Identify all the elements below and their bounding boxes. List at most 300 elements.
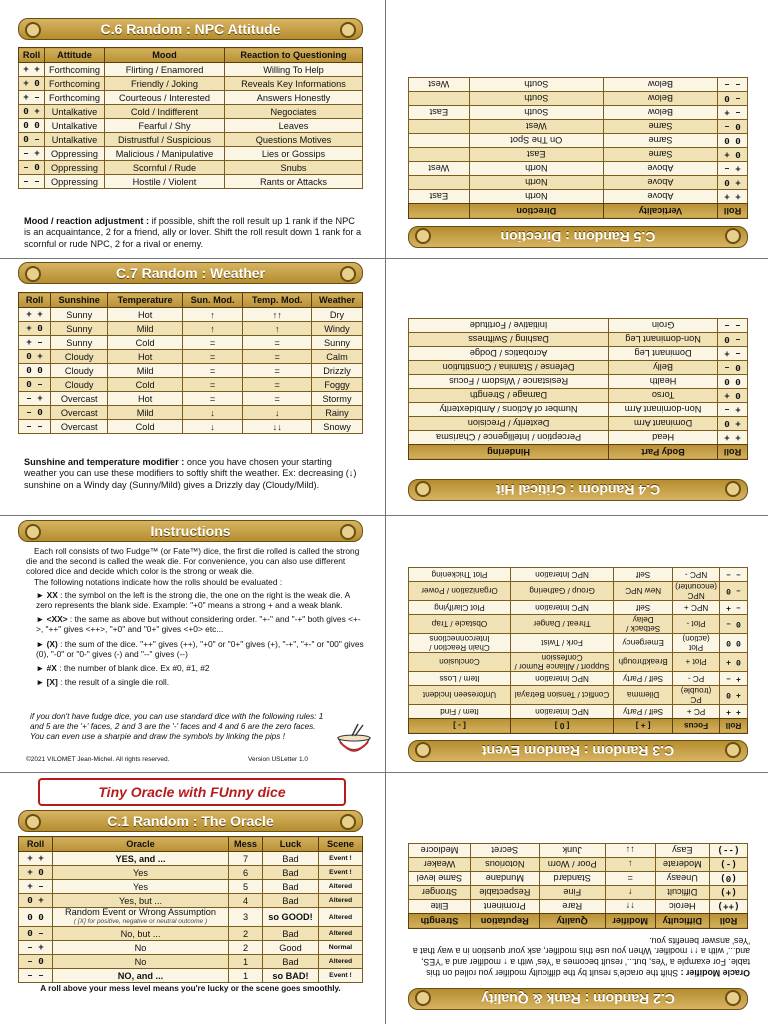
weather-cell: ↑ bbox=[182, 308, 243, 322]
rank-note bbox=[406, 935, 750, 978]
weather-note bbox=[24, 457, 364, 491]
critical-cell: Torso bbox=[609, 389, 718, 403]
direction-cell: Same bbox=[603, 134, 717, 148]
critical-cell: Acrobatics / Dodge bbox=[409, 347, 609, 361]
instruction-key: ► XX bbox=[36, 589, 58, 600]
weather-cell: Mild bbox=[108, 364, 182, 378]
event-cell: Chain Reaction / Interconnections bbox=[409, 634, 511, 653]
npc-cell: 0 0 bbox=[19, 119, 45, 133]
critical-cell: Damage / Strength bbox=[409, 389, 609, 403]
event-cell: Unforeseen Incident bbox=[409, 686, 511, 705]
event-cell: NPC Interation bbox=[510, 601, 613, 615]
table-row bbox=[19, 175, 363, 189]
rank-cell: Notorious bbox=[470, 857, 539, 871]
event-header-2: [ + ] bbox=[614, 719, 673, 734]
weather-cell: Sunny bbox=[51, 336, 108, 350]
event-cell: PC - bbox=[673, 672, 720, 686]
npc-cell: Malicious / Manipulative bbox=[105, 147, 225, 161]
npc-attitude-table bbox=[18, 47, 363, 189]
table-row bbox=[409, 134, 748, 148]
weather-cell: = bbox=[243, 392, 312, 406]
critical-header-1: Body Part bbox=[609, 445, 718, 460]
table-row bbox=[19, 161, 363, 175]
weather-cell: Mild bbox=[108, 406, 182, 420]
event-cell: NPC Interation bbox=[510, 568, 613, 582]
weather-panel bbox=[18, 262, 363, 434]
weather-cell: Snowy bbox=[312, 420, 363, 434]
npc-cell: Oppressing bbox=[45, 161, 105, 175]
weather-cell: ↓ bbox=[243, 406, 312, 420]
direction-cell: Below bbox=[603, 106, 717, 120]
weather-cell: Hot bbox=[108, 350, 182, 364]
rank-cell: Respectable bbox=[470, 885, 539, 899]
divider-6 bbox=[386, 772, 768, 773]
rank-cell: ↑↑ bbox=[605, 899, 655, 913]
oracle-cell: 3 bbox=[229, 908, 263, 927]
direction-cell: Same bbox=[603, 148, 717, 162]
table-row bbox=[19, 880, 363, 894]
npc-cell: Rants or Attacks bbox=[225, 175, 363, 189]
event-cell: – 0 bbox=[720, 582, 748, 601]
oracle-random-sub: ( [X] for positive, negative or neutral outcome ) bbox=[73, 918, 208, 925]
weather-cell: Overcast bbox=[51, 392, 108, 406]
rank-header-3: Quality bbox=[539, 913, 605, 928]
rank-cell: Moderate bbox=[655, 857, 709, 871]
rank-cell: Easy bbox=[655, 843, 709, 857]
table-row bbox=[19, 420, 363, 434]
direction-cell: South bbox=[469, 78, 603, 92]
rank-cell: ↓ bbox=[605, 857, 655, 871]
copyright-text: ©2021 VILOMET Jean-Michel. All rights reserved. bbox=[26, 756, 170, 763]
weather-cell: ↑↑ bbox=[243, 308, 312, 322]
direction-cell: East bbox=[409, 190, 470, 204]
event-cell: Group / Gathering bbox=[510, 582, 613, 601]
table-row bbox=[19, 336, 363, 350]
rank-cell: Poor / Worn bbox=[539, 857, 605, 871]
table-row bbox=[19, 969, 363, 983]
direction-cell: East bbox=[409, 106, 470, 120]
table-row bbox=[409, 361, 748, 375]
table-row bbox=[19, 308, 363, 322]
critical-cell: Dashing / Swiftness bbox=[409, 333, 609, 347]
oracle-cell: Event ! bbox=[319, 866, 363, 880]
weather-table bbox=[18, 292, 363, 434]
oracle-cell: 5 bbox=[229, 880, 263, 894]
oracle-cell: Bad bbox=[263, 866, 319, 880]
direction-header-0: Roll bbox=[718, 204, 748, 219]
table-row bbox=[19, 91, 363, 105]
table-row bbox=[409, 375, 748, 389]
event-cell: Setback / Delay bbox=[614, 615, 673, 634]
oracle-cell: Altered bbox=[319, 908, 363, 927]
weather-cell: Dry bbox=[312, 308, 363, 322]
npc-cell: Courteous / Interested bbox=[105, 91, 225, 105]
critical-cell: Defense / Stamina / Constitution bbox=[409, 361, 609, 375]
instruction-key: ► #X bbox=[36, 663, 57, 674]
event-cell: Fork / Twist bbox=[510, 634, 613, 653]
oracle-cell: – + bbox=[19, 941, 53, 955]
rank-header-2: Modifier bbox=[605, 913, 655, 928]
oracle-cell: Altered bbox=[319, 955, 363, 969]
critical-title: C.4 Random : Critical Hit bbox=[408, 479, 748, 501]
critical-cell: Dominant Leg bbox=[609, 347, 718, 361]
instruction-text: : the result of a single die roll. bbox=[57, 677, 170, 688]
table-row bbox=[409, 417, 748, 431]
direction-cell bbox=[409, 92, 470, 106]
critical-cell: Initiative / Fortitude bbox=[409, 319, 609, 333]
weather-cell: 0 – bbox=[19, 378, 51, 392]
oracle-cell: Yes, but ... bbox=[53, 894, 229, 908]
npc-cell: + – bbox=[19, 91, 45, 105]
logo bbox=[38, 778, 346, 806]
event-cell: Plot Clarifying bbox=[409, 601, 511, 615]
critical-cell: Groin bbox=[609, 319, 718, 333]
direction-cell: + + bbox=[718, 190, 748, 204]
weather-cell: Rainy bbox=[312, 406, 363, 420]
rank-note-text: Shift the oracle's result by the difficulty modifier you rolled on this table. For example a 'Yes, but...' result becomes a 'Yes' with a ↑ modifier and a 'YES, and...' with a ↑↑ modifier. When you use this modifier, ask your question in a way that a 'Yes' answer benefits you. bbox=[412, 935, 750, 978]
event-cell: Emergency bbox=[614, 634, 673, 653]
table-row bbox=[409, 653, 748, 672]
event-cell: NPC Interation bbox=[510, 672, 613, 686]
weather-cell: 0 0 bbox=[19, 364, 51, 378]
table-row bbox=[409, 162, 748, 176]
weather-cell: = bbox=[182, 378, 243, 392]
npc-cell: Willing To Help bbox=[225, 63, 363, 77]
weather-cell: Cloudy bbox=[51, 378, 108, 392]
oracle-panel bbox=[18, 810, 363, 993]
rank-cell: Prominent bbox=[470, 899, 539, 913]
oracle-cell: Bad bbox=[263, 852, 319, 866]
table-row bbox=[409, 672, 748, 686]
oracle-cell: Bad bbox=[263, 880, 319, 894]
instruction-item bbox=[36, 639, 366, 659]
table-row bbox=[19, 378, 363, 392]
rank-table bbox=[408, 843, 748, 929]
direction-cell: Same bbox=[603, 120, 717, 134]
rank-cell: (+) bbox=[710, 885, 748, 899]
npc-cell: Forthcoming bbox=[45, 63, 105, 77]
event-cell: Threat / Danger bbox=[510, 615, 613, 634]
oracle-cell: 2 bbox=[229, 941, 263, 955]
npc-cell: Distrustful / Suspicious bbox=[105, 133, 225, 147]
weather-cell: Mild bbox=[108, 322, 182, 336]
direction-cell bbox=[409, 120, 470, 134]
direction-cell: West bbox=[409, 78, 470, 92]
rank-cell: Standard bbox=[539, 871, 605, 885]
oracle-cell: + – bbox=[19, 880, 53, 894]
event-table bbox=[408, 567, 748, 734]
weather-cell: Sunny bbox=[312, 336, 363, 350]
oracle-cell: Random Event or Wrong Assumption ( [X] for positive, negative or neutral outcome ) bbox=[53, 908, 229, 927]
critical-table bbox=[408, 318, 748, 460]
weather-cell: ↑ bbox=[243, 322, 312, 336]
event-cell: Organization / Power bbox=[409, 582, 511, 601]
direction-cell bbox=[409, 148, 470, 162]
rank-cell: ↑ bbox=[605, 885, 655, 899]
critical-cell: + 0 bbox=[718, 417, 748, 431]
rank-note-bold: Oracle Modifier : bbox=[680, 968, 750, 978]
weather-cell: – – bbox=[19, 420, 51, 434]
direction-cell: 0 – bbox=[718, 120, 748, 134]
direction-cell: South bbox=[469, 106, 603, 120]
table-row bbox=[409, 176, 748, 190]
table-row bbox=[409, 389, 748, 403]
direction-cell: On The Spot bbox=[469, 134, 603, 148]
weather-cell: = bbox=[182, 350, 243, 364]
critical-cell: Resistance / Wisdom / Focus bbox=[409, 375, 609, 389]
event-header-4: [ - ] bbox=[409, 719, 511, 734]
npc-cell: Untalkative bbox=[45, 105, 105, 119]
critical-cell: Belly bbox=[609, 361, 718, 375]
npc-cell: + + bbox=[19, 63, 45, 77]
oracle-cell: 0 0 bbox=[19, 908, 53, 927]
direction-cell: + 0 bbox=[718, 176, 748, 190]
npc-cell: Oppressing bbox=[45, 147, 105, 161]
npc-cell: – – bbox=[19, 175, 45, 189]
event-cell: NPC + bbox=[673, 601, 720, 615]
table-row bbox=[409, 92, 748, 106]
table-row bbox=[409, 634, 748, 653]
weather-cell: ↓↓ bbox=[243, 420, 312, 434]
oracle-cell: Normal bbox=[319, 941, 363, 955]
oracle-cell: Altered bbox=[319, 880, 363, 894]
table-row bbox=[19, 852, 363, 866]
weather-cell: = bbox=[243, 350, 312, 364]
instruction-text: : the symbol on the left is the strong die, the one on the right is the weak die. A zero represents the blank side. Example: "+0" means a strong + and a weak blank. bbox=[36, 589, 350, 611]
event-cell: PC (trouble) bbox=[673, 686, 720, 705]
weather-cell: Overcast bbox=[51, 420, 108, 434]
critical-cell: Non-dominant Leg bbox=[609, 333, 718, 347]
table-row bbox=[409, 148, 748, 162]
event-cell: PC + bbox=[673, 705, 720, 719]
oracle-title: C.1 Random : The Oracle bbox=[18, 810, 363, 832]
oracle-cell: – – bbox=[19, 969, 53, 983]
npc-cell: Scornful / Rude bbox=[105, 161, 225, 175]
critical-cell: – – bbox=[718, 319, 748, 333]
rank-cell: Difficult bbox=[655, 885, 709, 899]
direction-panel bbox=[408, 36, 748, 248]
rank-cell: Heroic bbox=[655, 899, 709, 913]
rank-title: C.2 Random : Rank & Quality bbox=[408, 988, 748, 1010]
npc-cell: – + bbox=[19, 147, 45, 161]
table-row bbox=[19, 63, 363, 77]
table-row bbox=[409, 106, 748, 120]
oracle-cell: NO, and ... bbox=[53, 969, 229, 983]
critical-cell: Health bbox=[609, 375, 718, 389]
event-cell: Item / Loss bbox=[409, 672, 511, 686]
direction-cell: North bbox=[469, 190, 603, 204]
oracle-cell: Event ! bbox=[319, 852, 363, 866]
direction-header-3 bbox=[409, 204, 470, 219]
npc-cell: 0 – bbox=[19, 133, 45, 147]
weather-header-0: Roll bbox=[19, 293, 51, 308]
event-cell: NPC Interation bbox=[510, 705, 613, 719]
critical-cell: Head bbox=[609, 431, 718, 445]
event-cell: Plot Thickening bbox=[409, 568, 511, 582]
npc-header-0: Roll bbox=[19, 48, 45, 63]
oracle-cell: + 0 bbox=[19, 866, 53, 880]
npc-cell: Leaves bbox=[225, 119, 363, 133]
critical-cell: Perception / Intelligence / Charisma bbox=[409, 431, 609, 445]
event-cell: Conclusion bbox=[409, 653, 511, 672]
table-row bbox=[19, 927, 363, 941]
npc-cell: Oppressing bbox=[45, 175, 105, 189]
weather-cell: Cold bbox=[108, 378, 182, 392]
table-row bbox=[19, 406, 363, 420]
table-row bbox=[19, 955, 363, 969]
oracle-cell: 0 + bbox=[19, 894, 53, 908]
instruction-key: ► <XX> bbox=[36, 614, 68, 625]
weather-cell: Calm bbox=[312, 350, 363, 364]
npc-cell: Negociates bbox=[225, 105, 363, 119]
oracle-header-1: Oracle bbox=[53, 837, 229, 852]
weather-cell: ↑ bbox=[182, 322, 243, 336]
table-row bbox=[409, 582, 748, 601]
oracle-cell: so BAD! bbox=[263, 969, 319, 983]
weather-title: C.7 Random : Weather bbox=[18, 262, 363, 284]
weather-cell: + – bbox=[19, 336, 51, 350]
table-row bbox=[409, 857, 748, 871]
table-row bbox=[409, 190, 748, 204]
npc-attitude-title: C.6 Random : NPC Attitude bbox=[18, 18, 363, 40]
rank-cell: Mediocre bbox=[409, 843, 471, 857]
event-cell: Plot (action) bbox=[673, 634, 720, 653]
critical-cell: Non-dominant Arm bbox=[609, 403, 718, 417]
oracle-header-2: Mess bbox=[229, 837, 263, 852]
critical-cell: Dominant Arm bbox=[609, 417, 718, 431]
table-row bbox=[409, 319, 748, 333]
npc-cell: Snubs bbox=[225, 161, 363, 175]
weather-cell: Sunny bbox=[51, 308, 108, 322]
npc-cell: Friendly / Joking bbox=[105, 77, 225, 91]
critical-panel bbox=[408, 277, 748, 501]
instructions-list bbox=[26, 590, 366, 688]
critical-cell: 0 0 bbox=[718, 375, 748, 389]
event-title: C.3 Random : Random Event bbox=[408, 740, 748, 762]
direction-cell: Above bbox=[603, 162, 717, 176]
direction-cell: East bbox=[469, 148, 603, 162]
npc-cell: Cold / Indifferent bbox=[105, 105, 225, 119]
direction-title: C.5 Random : Direction bbox=[408, 226, 748, 248]
oracle-cell: Bad bbox=[263, 955, 319, 969]
direction-cell: Below bbox=[603, 92, 717, 106]
direction-cell: + – bbox=[718, 162, 748, 176]
table-row bbox=[409, 333, 748, 347]
table-row bbox=[409, 686, 748, 705]
instructions-footer: if you don't have fudge dice, you can use standard dice with the following rules: 1 and 5 are the '+' faces, 2 and 3 are the '-' faces and 4 and 6 are the zero faces. You can even use a sharpie and draw the symbols by linking the pips ! bbox=[30, 712, 324, 741]
event-cell: Self / Party bbox=[614, 672, 673, 686]
npc-note-text: if possible, shift the roll result up 1 rank if the NPC is an acquaintance, 2 for a friend, ally or lover. Shift the roll result down 1 rank for a scornful or rude NPC, 2 for a rival or enemy. bbox=[24, 216, 362, 249]
event-cell: Dilemma bbox=[614, 686, 673, 705]
critical-header-0: Roll bbox=[718, 445, 748, 460]
npc-cell: Questions Motives bbox=[225, 133, 363, 147]
npc-cell: Reveals Key Informations bbox=[225, 77, 363, 91]
critical-cell: 0 – bbox=[718, 361, 748, 375]
instructions-title: Instructions bbox=[18, 520, 363, 542]
npc-header-2: Mood bbox=[105, 48, 225, 63]
npc-note-bold: Mood / reaction adjustment : bbox=[24, 216, 150, 226]
weather-cell: Sunny bbox=[51, 322, 108, 336]
event-cell: NPC (encounter) bbox=[673, 582, 720, 601]
weather-cell: Foggy bbox=[312, 378, 363, 392]
direction-cell: – + bbox=[718, 106, 748, 120]
event-cell: 0 0 bbox=[720, 634, 748, 653]
oracle-cell: 1 bbox=[229, 969, 263, 983]
npc-cell: Untalkative bbox=[45, 119, 105, 133]
event-header-1: Focus bbox=[673, 719, 720, 734]
oracle-cell: 4 bbox=[229, 894, 263, 908]
event-cell: Breakthrough bbox=[614, 653, 673, 672]
oracle-cell: Event ! bbox=[319, 969, 363, 983]
event-cell: + 0 bbox=[720, 686, 748, 705]
weather-cell: + 0 bbox=[19, 322, 51, 336]
oracle-cell: Bad bbox=[263, 927, 319, 941]
critical-cell: Number of Actions / Ambidexterity bbox=[409, 403, 609, 417]
rank-panel bbox=[400, 798, 756, 1010]
direction-table bbox=[408, 77, 748, 219]
weather-header-2: Temperature bbox=[108, 293, 182, 308]
weather-cell: Hot bbox=[108, 308, 182, 322]
npc-header-1: Attitude bbox=[45, 48, 105, 63]
table-row bbox=[19, 894, 363, 908]
npc-cell: Lies or Gossips bbox=[225, 147, 363, 161]
weather-cell: Drizzly bbox=[312, 364, 363, 378]
weather-cell: – + bbox=[19, 392, 51, 406]
table-row bbox=[19, 147, 363, 161]
table-row bbox=[409, 615, 748, 634]
logo-text: Tiny Oracle with FUnny dice bbox=[98, 784, 286, 800]
weather-note-text: once you have chosen your starting weather you can use these modifiers to softly shift the weather. Ex: decreasing (↓) sunshine on a Windy day (Sunny/Mild) gives a Drizzly day (Cloudy/Mild). bbox=[24, 457, 357, 490]
critical-cell: – + bbox=[718, 347, 748, 361]
oracle-cell: 1 bbox=[229, 955, 263, 969]
direction-cell: Above bbox=[603, 190, 717, 204]
event-cell: 0 – bbox=[720, 615, 748, 634]
weather-header-3: Sun. Mod. bbox=[182, 293, 243, 308]
table-row bbox=[19, 908, 363, 927]
weather-cell: = bbox=[243, 378, 312, 392]
table-row bbox=[409, 899, 748, 913]
rank-cell: (0) bbox=[710, 871, 748, 885]
npc-cell: Hostile / Violent bbox=[105, 175, 225, 189]
divider-4 bbox=[386, 258, 768, 259]
weather-cell: = bbox=[243, 336, 312, 350]
table-row bbox=[409, 78, 748, 92]
instruction-key: ► (X) bbox=[36, 638, 58, 649]
rank-cell: Elite bbox=[409, 899, 471, 913]
direction-cell: North bbox=[469, 176, 603, 190]
oracle-cell: No bbox=[53, 941, 229, 955]
weather-note-bold: Sunshine and temperature modifier : bbox=[24, 457, 185, 467]
table-row bbox=[409, 871, 748, 885]
rank-cell: ↓↓ bbox=[605, 843, 655, 857]
oracle-cell: 7 bbox=[229, 852, 263, 866]
npc-cell: – 0 bbox=[19, 161, 45, 175]
table-row bbox=[19, 350, 363, 364]
oracle-cell: Altered bbox=[319, 894, 363, 908]
critical-cell: – 0 bbox=[718, 333, 748, 347]
bowl-illustration bbox=[332, 720, 376, 764]
weather-cell: + + bbox=[19, 308, 51, 322]
npc-cell: Forthcoming bbox=[45, 77, 105, 91]
rank-cell: (-) bbox=[710, 857, 748, 871]
instruction-text: : the sum of the dice. "++" gives (++), "+0" or "0+" gives (+), "-+", "+-" or "00" gives (0), "-0" or "0-" gives (-) and "--" gives (--) bbox=[36, 638, 364, 659]
direction-cell: – 0 bbox=[718, 92, 748, 106]
event-cell: 0 + bbox=[720, 653, 748, 672]
direction-cell: Above bbox=[603, 176, 717, 190]
table-row bbox=[409, 705, 748, 719]
vertical-divider bbox=[385, 0, 386, 1024]
oracle-cell: Good bbox=[263, 941, 319, 955]
